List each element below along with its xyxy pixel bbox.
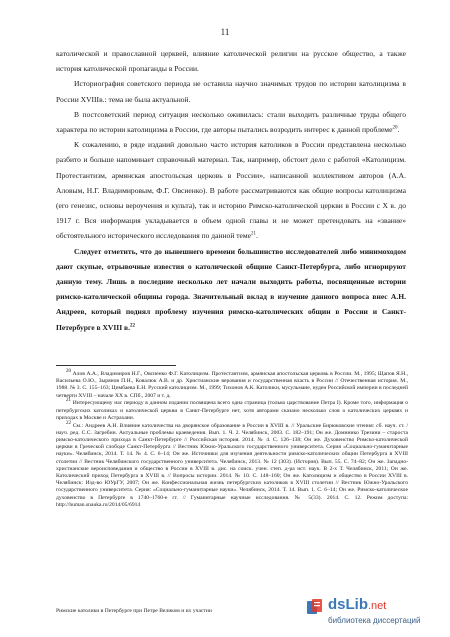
paragraph-4-end: .: [256, 231, 258, 241]
main-text: [56, 46, 406, 335]
footnote-text: Алов А.А., Владимиров Н.Г., Овсиенко Ф.Г. Католицизм. Протестантизм, армянская апостольская церковь в России. М., 1995; Щапов Я.Н., Васильева О.Ю., Зырянов П.Н., Ковалюк А.В. и др. Христианские верования и государственная власть в России // Отечественная история. М., 1988. № 3. С. 155–163; Цимбаева Е.Н. Русский католицизм. М., 1999; Тихонов А.К. Католики, мусульмане, иудеи Российской империи в последней четверти XVIII – начале XX в. СПб., 2007 и т. д.: [56, 371, 408, 399]
watermark-logo-suffix: .net: [368, 600, 387, 612]
footnote-number: 20: [66, 369, 71, 375]
footnote-number: 21: [66, 398, 71, 404]
watermark-name: [328, 596, 386, 613]
bottom-strip-text: Римские католики в Петербурге при Петре Великом и их участии: [56, 608, 212, 614]
watermark-subtitle: библиотека диссертаций: [328, 616, 421, 625]
footnote-21: [56, 400, 408, 422]
footnote-text: См.: Андреев А.Н. Влияние католичества на дворянское образование в России в XVIII в. // Уральские Бирюковские чтения: сб. науч. ст. / науч. ред. С.С. Загребин. Актуальные проблемы краеведения. Вып. 1. Ч. 2. Челябинск, 2003. С. 182–191; Он же. Доминико Трезини – староста римско-католического прихода в Санкт-Петербурге // Российская история. 2014. № 4. С. 126–138; Он же. Духовенство Римско-католической церкви в Греческой слободе Санкт-Петербурга // Вестник Южно-Уральского государственного университета. Серия «Социально-гуманитарные науки». Челябинск, 2014. Т. 14. № 4. С. 6–14; Он же. Источники для изучения деятельности римско-католических общин Петербурга в XVIII столетии // Вестник Челябинского государственного университета. Челябинск, 2013. № 12 (303). (История). Вып. 55. С. 74–82; Он же. Западно-христианские вероисповедания и общество в России в XVIII в. дис. на соиск. учен. степ. д-ра ист. наук. В 2-х Т. Челябинск, 2011; Он же. Католический приход Петербурга в XVIII в. // Вопросы истории. 2014. № 10. С. 148–160; Он же. Католицизм и общество в России XVIII в. Челябинск: Изд-во ЮУрГУ, 2007; Он же. Конфессиональная жизнь петербургских католиков в XVIII столетии // Вестник Южно-Уральского государственного университета. Серия: «Социально-гуманитарные науки». Челябинск, 2014. Т. 14. Вып. 1. С. 6–14; Он же. Римско-католическое духовенство в Петербурге в 1740–1760-е гг. // Гуманитарные научные исследования. № 5(33). 2014. С. 12. Режим доступа: http://human.snauka.ru/2014/05/6914: [56, 422, 408, 508]
footnotes: [56, 371, 408, 510]
footnote-divider: [56, 365, 176, 366]
footnote-ref-20[interactable]: 20: [392, 125, 398, 131]
footnote-ref-22[interactable]: 22: [130, 323, 136, 329]
page-number: 11: [220, 27, 230, 37]
paragraph-4-text: К сожалению, в ряде изданий довольно часто история католиков в России представлена несколько разбито и больше напоминает справочный материал. Так, например, обстоит дело с работой «Католицизм. Протестантизм, армянская апостольская церковь в России», написанной коллективом авторов (А.А. Аловым, Н.Г. Владимировым, Ф.Г. Овсиенко). В работе рассматриваются как общие вопросы католицизма (его генезис, основы вероучения и культа), так и историю Римско-католической церкви в России с X в. до 1917 г. Вся информация укладывается в объем одной главы и не может претендовать на «звание» обстоятельного исторического исследования по данной теме: [56, 140, 406, 241]
footnote-number: 22: [66, 420, 71, 426]
paragraph-3-text: В постсоветский период ситуация несколько оживилась: стали выходить различные труды общего характера по истории католицизма в России, где авторы пытались возродить интерес к данной проблеме: [56, 109, 406, 135]
paragraph-3-end: .: [397, 125, 400, 135]
footnote-20: [56, 371, 408, 400]
paragraph-4: [56, 137, 406, 243]
footnote-22: [56, 420, 408, 509]
paragraph-5-text: Следует отметить, что до нынешнего времени большинство исследователей либо минимоходом дают скупые, отрывочные известия о католической общине Санкт-Петербурга, либо игнорируют данную тему. Лишь в последние несколько лет начали выходить работы, посвященные истории римско-католической общины города. Значительный вклад в изучение данного вопроса внес А.Н. Андреев, который поднял проблему изучения римско-католических общин в России и Санкт-Петербурге в XVIII в.: [56, 246, 406, 332]
paragraph-5: [56, 244, 406, 335]
watermark[interactable]: [300, 592, 450, 637]
paragraph-2: Историография советского периода не оставила научно значимых трудов по истории католицизма в России XVIIIв.: тема не была актуальной.: [56, 79, 406, 104]
footnote-text: Интересующему нас периоду в данном издании посвящена всего одна страница (только царствование Петра I). Кроме того, информация о петербургских католиках и католической церкви в Санкт-Петербурге нет, хотя авторами сказано несколько слов о католических церквях и приходах в Москве и Астрахани.: [56, 400, 408, 421]
dslib-logo-icon: [306, 598, 324, 616]
paragraph-3: [56, 107, 406, 137]
watermark-logo-text: dsLib: [328, 596, 368, 613]
paragraph-1: католической и православной церквей, влияние католической религии на русское общество, а также история католической пропаганды в России.: [56, 49, 406, 74]
footnote-ref-21[interactable]: 21: [251, 231, 257, 237]
